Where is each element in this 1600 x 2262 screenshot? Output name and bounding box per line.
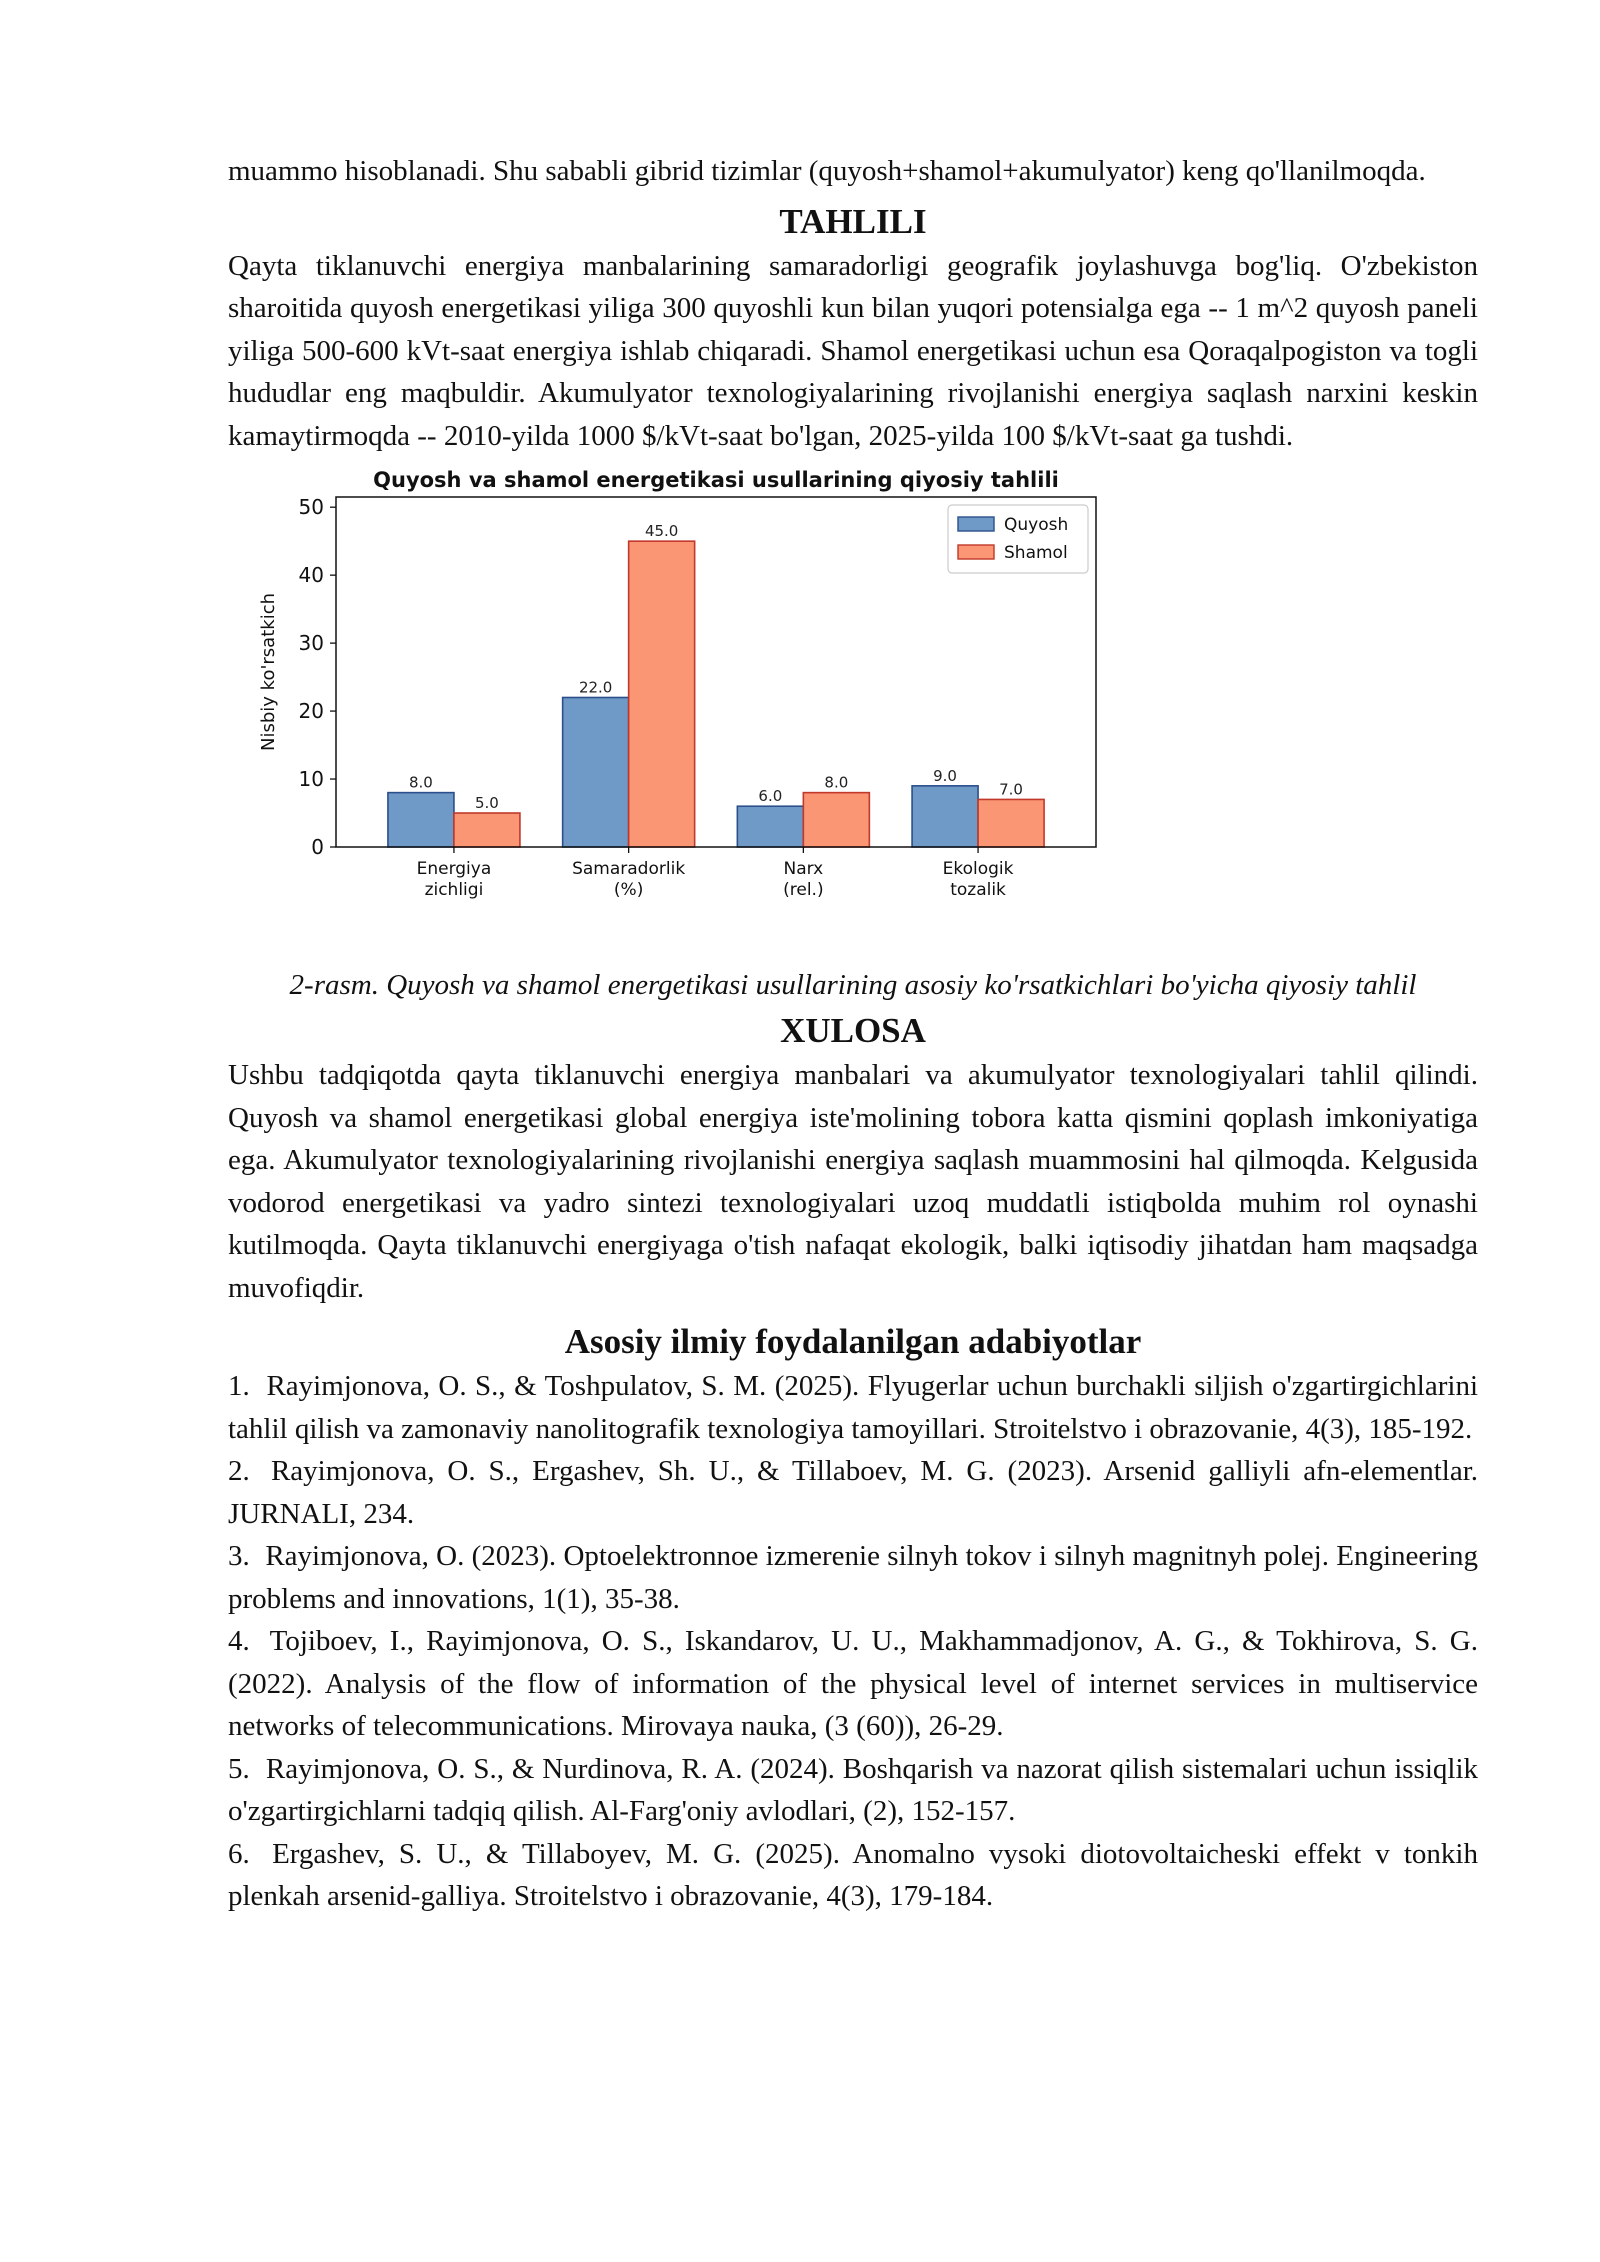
legend-label: Quyosh — [1004, 515, 1069, 535]
reference-text: Rayimjonova, O. S., & Toshpulatov, S. M. (2025). Flyugerlar uchun burchakli siljish o'zgartirgichlarini tahlil qilish va zamonaviy nanolitografik texnologiya tamoyillari. Stroitelstvo i obrazovanie, 4(3), 185-192. — [228, 1370, 1479, 1445]
bar-value-label: 8.0 — [409, 773, 433, 792]
legend-swatch-quyosh — [958, 517, 994, 531]
x-tick-label: (rel.) — [783, 880, 824, 900]
reference-number: 5. — [228, 1752, 250, 1785]
reference-text: Rayimjonova, O. S., & Nurdinova, R. A. (2024). Boshqarish va nazorat qilish sistemalari uchun issiqlik o'zgartirgichlarni tadqiq qilish. Al-Farg'oniy avlodlari, (2), 152-157. — [228, 1752, 1478, 1827]
bar-shamol — [803, 793, 869, 847]
intro-paragraph: muammo hisoblanadi. Shu sababli gibrid tizimlar (quyosh+shamol+akumulyator) keng qo'llanilmoqda. — [228, 155, 1426, 187]
x-tick-label: zichligi — [424, 880, 484, 900]
bar-shamol — [629, 541, 695, 847]
y-tick-label: 30 — [298, 631, 324, 656]
bar-value-label: 6.0 — [758, 787, 783, 806]
reference-item — [228, 1535, 1478, 1620]
reference-text: Rayimjonova, O. (2023). Optoelektronnoe izmerenie silnyh tokov i silnyh magnitnyh polej. Engineering problems and innovations, 1(1), 35-38. — [228, 1540, 1479, 1615]
bar-value-label: 22.0 — [578, 678, 613, 697]
y-tick-label: 20 — [298, 699, 324, 724]
bar-value-label: 8.0 — [824, 773, 849, 792]
bar-quyosh — [737, 806, 803, 847]
bar-quyosh — [563, 697, 629, 847]
figure-bar-chart — [228, 467, 1478, 942]
reference-text: Ergashev, S. U., & Tillaboyev, M. G. (2025). Anomalno vysoki diotovoltaicheski effekt v tonkih plenkah arsenid-galliya. Stroitelstvo i obrazovanie, 4(3), 179-184. — [228, 1837, 1478, 1912]
section-heading-tahlili: TAHLILI — [779, 201, 927, 241]
tahlili-paragraph: Qayta tiklanuvchi energiya manbalarining samaradorligi geografik joylashuvga bog'liq. O'zbekiston sharoitida quyosh energetikasi yiliga 300 quyoshli kun bilan yuqori potensialga ega -- 1 m^2 quyosh paneli yiliga 500-600 kVt-saat energiya ishlab chiqaradi. Shamol energetikasi uchun esa Qoraqalpogiston va togli hududlar eng maqbuldir. Akumulyator texnologiyalarining rivojlanishi energiya saqlash narxini keskin kamaytirmoqda -- 2010-yilda 1000 $/kVt-saat bo'lgan, 2025-yilda 100 $/kVt-saat ga tushdi. — [228, 249, 1478, 452]
x-tick-label: tozalik — [950, 880, 1006, 900]
bar-quyosh — [388, 793, 454, 847]
xulosa-paragraph: Ushbu tadqiqotda qayta tiklanuvchi energiya manbalari va akumulyator texnologiyalari tahlil qilindi. Quyosh va shamol energetikasi global energiya iste'molining tobora katta qismini qoplash imkoniyatiga ega. Akumulyator texnologiyalarining rivojlanishi energiya saqlash muammosini hal qilmoqda. Kelgusida vodorod energetikasi va yadro sintezi texnologiyalari uzoq muddatli istiqbolda muhim rol oynashi kutilmoqda. Qayta tiklanuvchi energiyaga o'tish nafaqat ekologik, balki iqtisodiy jihatdan ham maqsadga muvofiqdir. — [228, 1059, 1478, 1304]
reference-item — [228, 1833, 1478, 1918]
bar-value-label: 9.0 — [933, 766, 957, 785]
reference-item — [228, 1620, 1478, 1748]
reference-item — [228, 1450, 1478, 1535]
y-tick-label: 40 — [298, 563, 324, 588]
bar-value-label: 45.0 — [644, 522, 679, 541]
section-heading-xulosa: XULOSA — [780, 1011, 926, 1050]
bar-quyosh — [912, 786, 978, 847]
x-tick-label: Energiya — [416, 859, 492, 879]
chart-title: Quyosh va shamol energetikasi usullarining qiyosiy tahlili — [373, 468, 1059, 492]
reference-item — [228, 1748, 1478, 1833]
y-tick-label: 10 — [298, 767, 324, 792]
bar-shamol — [454, 813, 520, 847]
y-tick-label: 50 — [298, 495, 324, 520]
reference-number: 2. — [228, 1455, 250, 1487]
reference-text: Tojiboev, I., Rayimjonova, O. S., Iskandarov, U. U., Makhammadjonov, A. G., & Tokhirova, S. G. (2022). Analysis of the flow of information of the physical level of internet services in multiservice networks of telecommunications. Mirovaya nauka, (3 (60)), 26-29. — [228, 1625, 1478, 1742]
reference-number: 4. — [228, 1625, 250, 1657]
figure-caption: 2-rasm. Quyosh va shamol energetikasi usullarining asosiy ko'rsatkichlari bo'yicha qiyosiy tahlil — [289, 969, 1417, 1001]
reference-number: 1. — [228, 1370, 250, 1402]
x-tick-label: Narx — [783, 859, 824, 879]
bar-value-label: 5.0 — [475, 794, 499, 813]
reference-number: 3. — [228, 1540, 250, 1572]
x-tick-label: Ekologik — [942, 859, 1014, 879]
reference-text: Rayimjonova, O. S., Ergashev, Sh. U., & Tillaboev, M. G. (2023). Arsenid galliyli afn-elementlar. JURNALI, 234. — [228, 1455, 1479, 1530]
page-content — [228, 150, 1478, 1918]
x-tick-label: (%) — [613, 880, 644, 900]
bar-chart — [250, 467, 1130, 942]
reference-item — [228, 1365, 1478, 1450]
references-list — [228, 1365, 1478, 1918]
x-tick-label: Samaradorlik — [572, 859, 686, 879]
references-heading: Asosiy ilmiy foydalanilgan adabiyotlar — [564, 1322, 1142, 1361]
bar-shamol — [978, 799, 1044, 847]
legend-swatch-shamol — [958, 545, 994, 559]
legend-label: Shamol — [1004, 543, 1068, 563]
y-axis-label: Nisbiy ko'rsatkich — [258, 593, 279, 751]
reference-number: 6. — [228, 1837, 250, 1870]
y-tick-label: 0 — [311, 835, 324, 859]
bar-value-label: 7.0 — [999, 780, 1023, 799]
